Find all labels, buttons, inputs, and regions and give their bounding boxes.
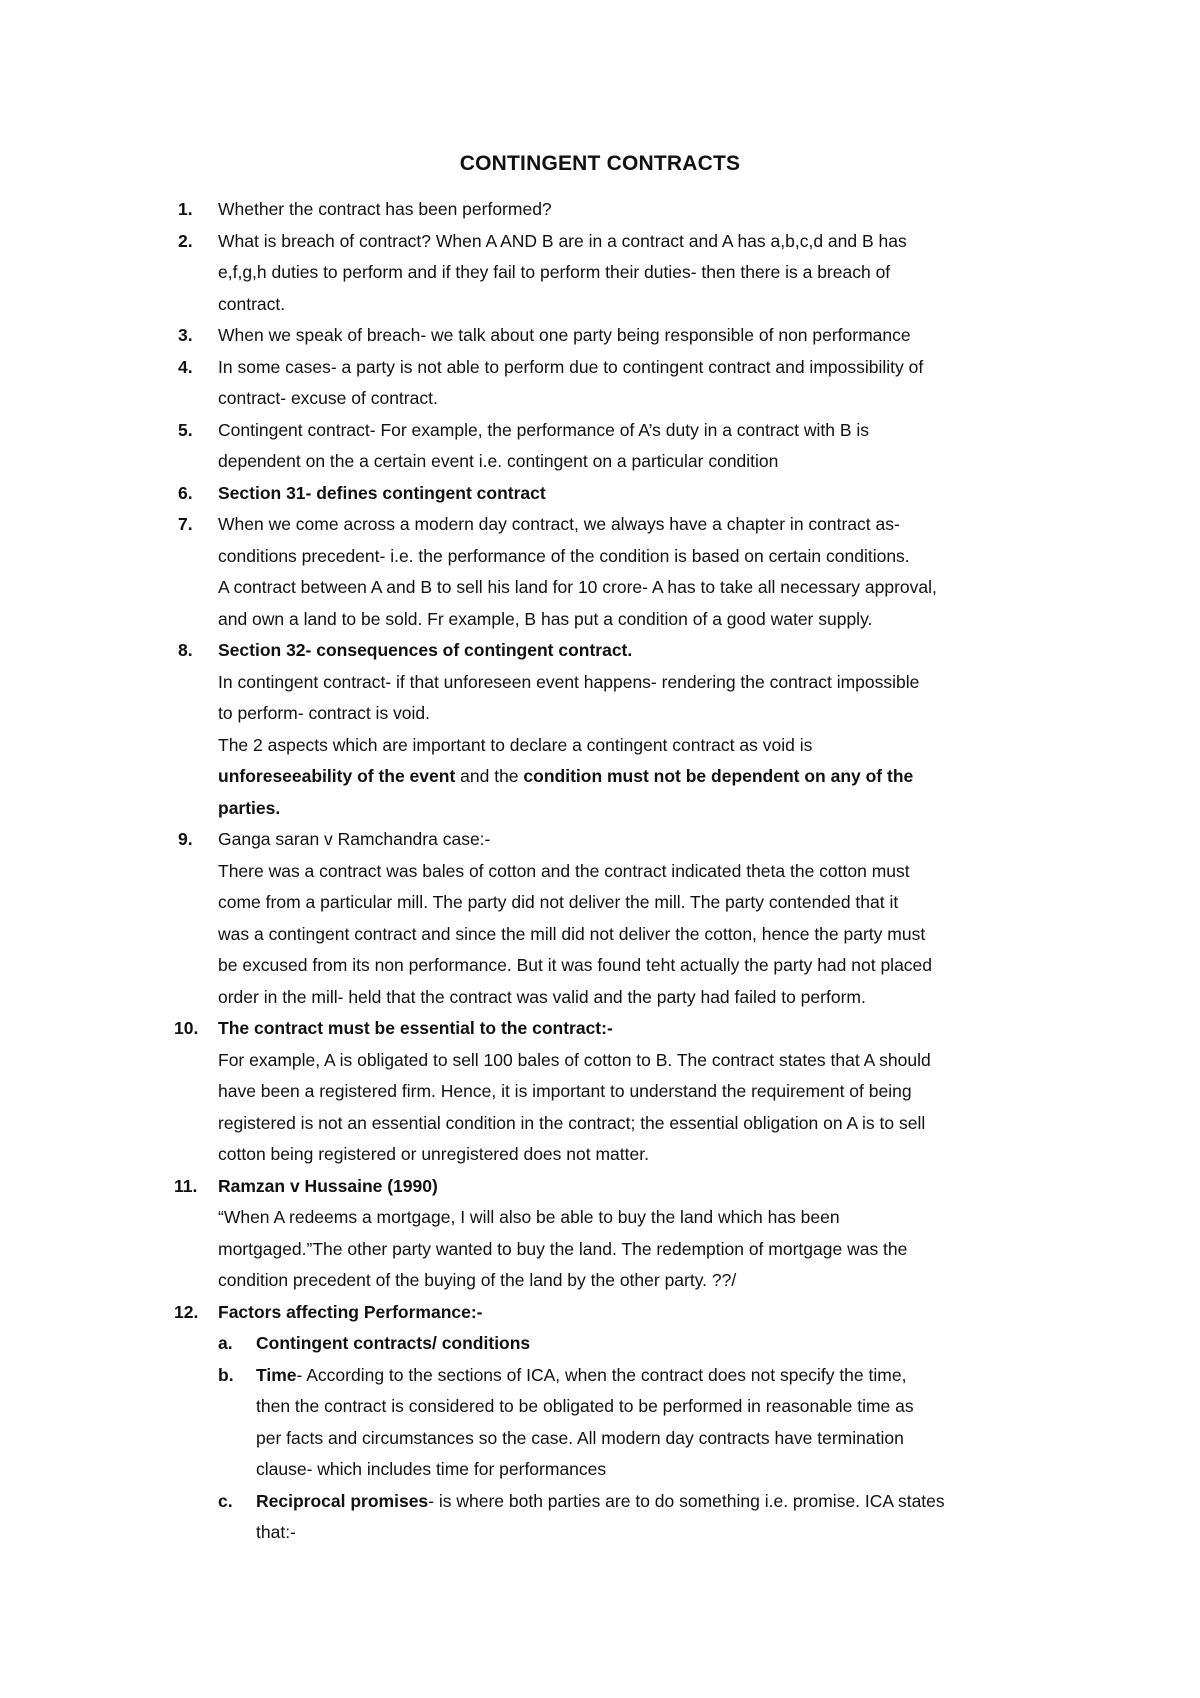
sub-item-heading: Time [256,1364,297,1385]
bold-phrase: condition must not be dependent on any of the [523,766,914,786]
item-number: 11. [174,1175,198,1196]
list-item [178,194,1058,226]
sub-list-item [218,1328,1058,1360]
item-text-mixed [218,761,1058,793]
item-text: mortgaged.”The other party wanted to buy the land. The redemption of mortgage was the [218,1238,908,1259]
item-text: A contract between A and B to sell his land for 10 crore- A has to take all necessary approval, [218,577,937,597]
plain-phrase: and the [455,766,524,786]
list-item [178,226,1058,321]
item-number: 9. [178,829,193,849]
sub-item-heading: Contingent contracts/ conditions [256,1333,531,1353]
sub-item-letter: c. [218,1490,233,1511]
item-text: be excused from its non performance. But it was found teht actually the party had not placed [218,955,933,975]
item-text-bold: parties. [218,797,281,818]
sub-item-text: that:- [256,1522,296,1542]
item-number: 7. [178,514,193,534]
list-item [178,352,1058,415]
sub-item-text: - is where both parties are to do something i.e. promise. ICA states [428,1490,945,1511]
sub-item-letter: b. [218,1364,234,1385]
sub-list-item [218,1360,1058,1486]
list-item [174,1297,1058,1549]
list-item [174,1013,1058,1171]
sub-item-first-line [256,1486,1058,1518]
bold-phrase: unforeseeability of the event [218,766,456,786]
item-text: For example, A is obligated to sell 100 bales of cotton to B. The contract states that A should [218,1049,931,1070]
item-text: The 2 aspects which are important to declare a contingent contract as void is [218,734,813,755]
item-text: Whether the contract has been performed? [218,199,552,219]
item-text: In contingent contract- if that unforeseen event happens- rendering the contract impossible [218,671,920,692]
list-item [178,635,1058,824]
item-heading: Section 31- defines contingent contract [218,482,546,503]
item-text: What is breach of contract? When A AND B are in a contract and A has a,b,c,d and B has [218,230,907,251]
sub-item-first-line [256,1360,1058,1392]
document-title: CONTINGENT CONTRACTS [459,152,741,175]
item-text: was a contingent contract and since the mill did not deliver the cotton, hence the party must [218,923,926,944]
item-heading: Ramzan v Hussaine (1990) [218,1175,438,1196]
item-text: conditions precedent- i.e. the performance of the condition is based on certain conditions. [218,545,910,566]
sub-list-item [218,1486,1058,1549]
item-number: 10. [174,1018,199,1038]
item-number: 1. [178,199,193,219]
list-item [178,824,1058,1013]
item-text: have been a registered firm. Hence, it is important to understand the requirement of being [218,1081,912,1101]
item-text: contract. [218,293,286,314]
sub-item-text: per facts and circumstances so the case. All modern day contracts have termination [256,1427,904,1448]
item-text: e,f,g,h duties to perform and if they fail to perform their duties- then there is a breach of [218,262,891,282]
item-heading: The contract must be essential to the contract:- [218,1018,613,1038]
item-number: 3. [178,325,193,345]
item-text: There was a contract was bales of cotton and the contract indicated theta the cotton must [218,860,910,881]
item-text: condition precedent of the buying of the land by the other party. ??/ [218,1270,737,1290]
list-item [174,1171,1058,1297]
item-text: come from a particular mill. The party did not deliver the mill. The party contended that it [218,892,899,912]
item-heading: Factors affecting Performance:- [218,1301,483,1322]
item-text: to perform- contract is void. [218,703,431,723]
item-number: 12. [174,1301,199,1322]
item-text: Ganga saran v Ramchandra case:- [218,829,491,849]
item-text: In some cases- a party is not able to perform due to contingent contract and impossibility of [218,356,924,377]
list-item [178,509,1058,635]
list-item [178,415,1058,478]
item-text: When we speak of breach- we talk about one party being responsible of non performance [218,325,911,345]
sub-item-heading: Reciprocal promises [256,1490,429,1511]
item-text: and own a land to be sold. Fr example, B has put a condition of a good water supply. [218,608,873,629]
sub-item-letter: a. [218,1333,233,1353]
item-number: 5. [178,419,193,440]
sub-item-text: clause- which includes time for performances [256,1459,607,1479]
item-text: When we come across a modern day contract, we always have a chapter in contract as- [218,514,900,534]
item-text: order in the mill- held that the contract was valid and the party had failed to perform. [218,986,866,1007]
sub-item-text: - According to the sections of ICA, when the contract does not specify the time, [296,1364,907,1385]
item-text: Contingent contract- For example, the performance of A’s duty in a contract with B is [218,419,870,440]
item-number: 8. [178,640,193,660]
item-number: 6. [178,482,193,503]
item-text: contract- excuse of contract. [218,388,438,408]
item-heading: Section 32- consequences of contingent contract. [218,640,633,660]
item-number: 2. [178,230,193,251]
list-item [178,478,1058,510]
list-item [178,320,1058,352]
item-text: “When A redeems a mortgage, I will also be able to buy the land which has been [218,1207,840,1227]
sub-item-text: then the contract is considered to be obligated to be performed in reasonable time as [256,1396,914,1416]
item-text: dependent on the a certain event i.e. contingent on a particular condition [218,451,779,471]
item-text: registered is not an essential condition in the contract; the essential obligation on A is to sell [218,1112,926,1133]
item-number: 4. [178,356,193,377]
item-text: cotton being registered or unregistered does not matter. [218,1144,649,1164]
